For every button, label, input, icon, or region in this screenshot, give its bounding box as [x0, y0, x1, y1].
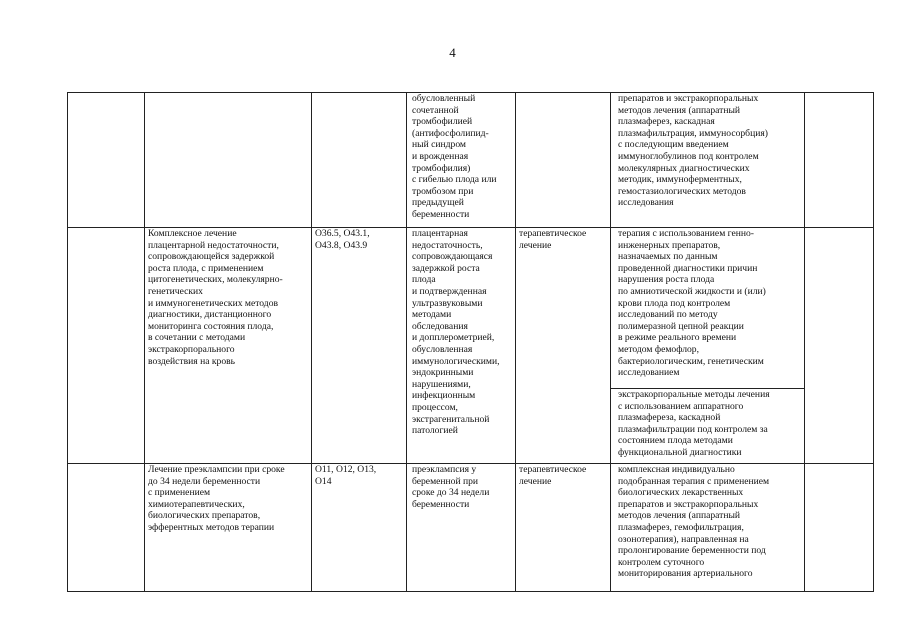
row-number-cell	[68, 228, 145, 464]
treatment-method-cell: экстракорпоральные методы лечения с использованием аппаратного плазмафереза, каскадной плазмафильтрации под контролем за состоянием плода методами функциональной диагностики	[611, 389, 805, 464]
cost-cell	[805, 93, 874, 228]
patient-model-cell: преэклампсия у беременной при сроке до 34 недели беременности	[407, 464, 516, 592]
treatment-type-cell: терапевтическое лечение	[516, 228, 611, 464]
treatment-type-cell: терапевтическое лечение	[516, 464, 611, 592]
treatment-method-cell: комплексная индивидуально подобранная терапия с применением биологических лекарственных препаратов и экстракорпоральных методов лечения (аппаратный плазмаферез, гемофильтрация, озонотерапия), направленная на пролонгирование беременности под контролем суточного мониторирования артериального	[611, 464, 805, 592]
icd-codes-cell: O36.5, O43.1, O43.8, O43.9	[312, 228, 407, 464]
treatment-method-cell: препаратов и экстракорпоральных методов лечения (аппаратный плазмаферез, каскадная плазмафильтрация, иммуносорбция) с последующим введением иммуноглобулинов под контролем молекулярных диагностических методик, иммуноферментных, гемостазиологических методов исследования	[611, 93, 805, 228]
cost-cell	[805, 464, 874, 592]
treatment-name-cell: Комплексное лечение плацентарной недостаточности, сопровождающейся задержкой роста плода, с применением цитогенетических, молекулярно- генетических и иммуногенетических методов диагностики, дистанционного мониторинга состояния плода, в сочетании с методами экстракорпорального воздействия на кровь	[145, 228, 312, 464]
table-row	[68, 228, 874, 389]
row-number-cell	[68, 464, 145, 592]
medical-care-table	[67, 92, 874, 592]
treatment-name-cell	[145, 93, 312, 228]
patient-model-cell: обусловленный сочетанной тромбофилией (антифосфолипид- ный синдром и врожденная тромбофилия) с гибелью плода или тромбозом при предыдущей беременности	[407, 93, 516, 228]
table-row	[68, 464, 874, 592]
treatment-method-cell: терапия с использованием генно- инженерных препаратов, назначаемых по данным проведенной диагностики причин нарушения роста плода по амниотической жидкости и (или) крови плода под контролем исследований по методу полимеразной цепной реакции в режиме реального времени методом фемофлор, бактериологическим, генетическим исследованием	[611, 228, 805, 389]
row-number-cell	[68, 93, 145, 228]
treatment-type-cell	[516, 93, 611, 228]
treatment-name-cell: Лечение преэклампсии при сроке до 34 недели беременности с применением химиотерапевтических, биологических препаратов, эфферентных методов терапии	[145, 464, 312, 592]
cost-cell	[805, 228, 874, 464]
icd-codes-cell	[312, 93, 407, 228]
table-row	[68, 93, 874, 228]
page-number: 4	[449, 45, 456, 60]
patient-model-cell: плацентарная недостаточность, сопровождающаяся задержкой роста плода и подтвержденная ультразвуковыми методами обследования и допплерометрией, обусловленная иммунологическими, эндокринными нарушениями, инфекционным процессом, экстрагенитальной патологией	[407, 228, 516, 464]
icd-codes-cell: O11, O12, O13, O14	[312, 464, 407, 592]
